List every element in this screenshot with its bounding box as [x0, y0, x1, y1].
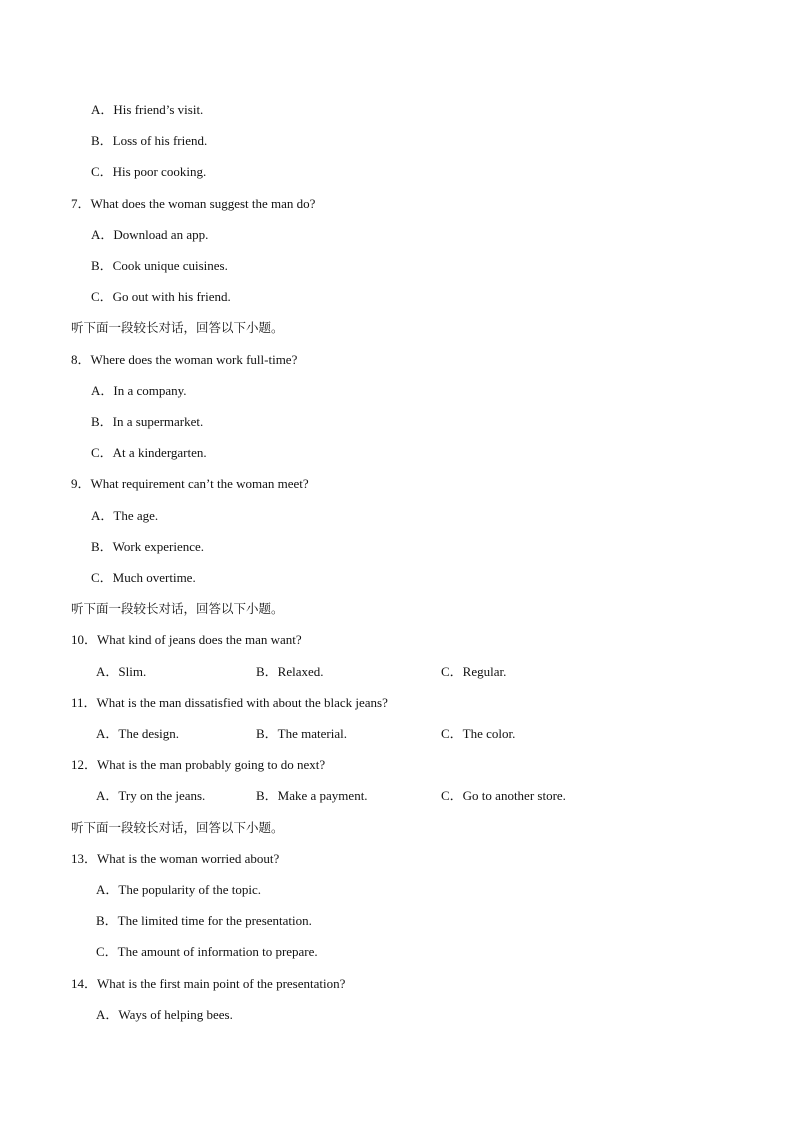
q8-option-b: B．In a supermarket. — [91, 414, 204, 429]
q13-option-a: A．The popularity of the topic. — [96, 882, 261, 897]
q11-option-a: A．The design. — [96, 726, 180, 741]
q8-option-a: A．In a company. — [91, 383, 187, 398]
q13-option-c: C．The amount of information to prepare. — [96, 944, 318, 959]
q6-option-a: A．His friend’s visit. — [91, 102, 204, 117]
q12-question: 12．What is the man probably going to do next? — [71, 757, 326, 772]
q7-option-b: B．Cook unique cuisines. — [91, 258, 228, 273]
q12-option-a: A．Try on the jeans. — [96, 788, 206, 803]
q8-question: 8．Where does the woman work full-time? — [71, 352, 298, 367]
q13-option-b: B．The limited time for the presentation. — [96, 913, 312, 928]
q10-option-a: A．Slim. — [96, 664, 147, 679]
q6-option-c: C．His poor cooking. — [91, 164, 207, 179]
q7-question: 7．What does the woman suggest the man do? — [71, 196, 316, 211]
q11-option-c: C．The color. — [441, 726, 516, 741]
q11-option-b: B．The material. — [256, 726, 347, 741]
q7-option-c: C．Go out with his friend. — [91, 289, 231, 304]
section-instruction-3: 听下面一段较长对话，回答以下小题。 — [71, 820, 284, 835]
q11-question: 11．What is the man dissatisfied with about the black jeans? — [71, 695, 388, 710]
q9-option-c: C．Much overtime. — [91, 570, 196, 585]
section-instruction-1: 听下面一段较长对话，回答以下小题。 — [71, 320, 284, 335]
q10-option-b: B．Relaxed. — [256, 664, 324, 679]
q9-question: 9．What requirement can’t the woman meet? — [71, 476, 309, 491]
section-instruction-2: 听下面一段较长对话，回答以下小题。 — [71, 601, 284, 616]
q6-option-b: B．Loss of his friend. — [91, 133, 208, 148]
q12-option-c: C．Go to another store. — [441, 788, 566, 803]
q9-option-b: B．Work experience. — [91, 539, 205, 554]
q14-option-a: A．Ways of helping bees. — [96, 1007, 233, 1022]
q7-option-a: A．Download an app. — [91, 227, 209, 242]
q12-option-b: B．Make a payment. — [256, 788, 368, 803]
q10-question: 10．What kind of jeans does the man want? — [71, 632, 302, 647]
q8-option-c: C．At a kindergarten. — [91, 445, 207, 460]
q14-question: 14．What is the first main point of the presentation? — [71, 976, 346, 991]
q10-option-c: C．Regular. — [441, 664, 507, 679]
q13-question: 13．What is the woman worried about? — [71, 851, 280, 866]
q9-option-a: A．The age. — [91, 508, 159, 523]
